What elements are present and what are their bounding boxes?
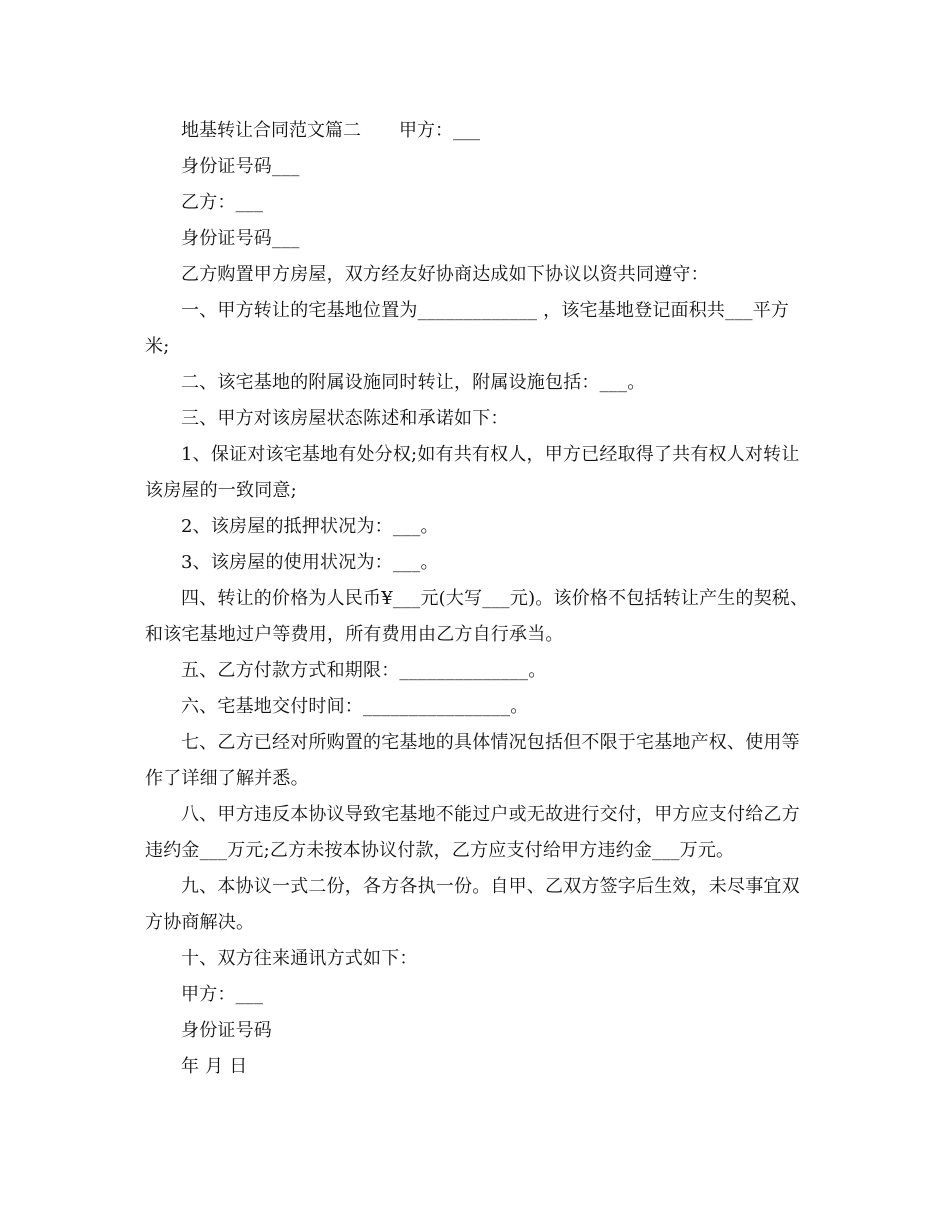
clause-3: 三、甲方对该房屋状态陈述和承诺如下： bbox=[181, 408, 509, 429]
signature-id: 身份证号码 bbox=[181, 1020, 272, 1041]
clause-10: 十、双方往来通讯方式如下： bbox=[181, 948, 418, 969]
signature-date: 年 月 日 bbox=[181, 1056, 248, 1077]
clause-9: 九、本协议一式二份，各方各执一份。自甲、乙双方签字后生效，未尽事宜双方协商解决。 bbox=[145, 876, 800, 933]
document-title: 地基转让合同范文篇二 bbox=[181, 120, 361, 141]
clause-7: 七、乙方已经对所购置的宅基地的具体情况包括但不限于宅基地产权、使用等作了详细了解并悉。 bbox=[145, 732, 800, 789]
clause-6: 六、宅基地交付时间：________________。 bbox=[181, 696, 529, 717]
clause-3-item-1: 1、保证对该宅基地有处分权;如有共有权人，甲方已经取得了共有权人对转让该房屋的一致同意; bbox=[145, 444, 800, 501]
party-b-id: 身份证号码___ bbox=[181, 228, 300, 249]
party-a-header: 甲方：___ bbox=[399, 120, 480, 141]
document-body bbox=[145, 113, 810, 1085]
signature-party-a: 甲方：___ bbox=[181, 984, 264, 1005]
agreement-intro: 乙方购置甲方房屋，双方经友好协商达成如下协议以资共同遵守： bbox=[181, 264, 709, 285]
party-a-id: 身份证号码___ bbox=[181, 156, 300, 177]
clause-2: 二、该宅基地的附属设施同时转让，附属设施包括：___。 bbox=[181, 372, 646, 393]
clause-4: 四、转让的价格为人民币¥___元(大写___元)。该价格不包括转让产生的契税、和该宅基地过户等费用，所有费用由乙方自行承当。 bbox=[145, 588, 809, 645]
party-b: 乙方：___ bbox=[181, 192, 264, 213]
clause-1: 一、甲方转让的宅基地位置为_____________ ，该宅基地登记面积共___平方米; bbox=[145, 300, 790, 357]
title-line bbox=[145, 113, 810, 149]
clause-3-item-2: 2、该房屋的抵押状况为：___。 bbox=[181, 516, 439, 537]
clause-3-item-3: 3、该房屋的使用状况为：___。 bbox=[181, 552, 439, 573]
clause-5: 五、乙方付款方式和期限：______________。 bbox=[181, 660, 547, 681]
clause-8: 八、甲方违反本协议导致宅基地不能过户或无故进行交付，甲方应支付给乙方违约金___万元;乙方未按本协议付款，乙方应支付给甲方违约金___万元。 bbox=[145, 804, 800, 861]
